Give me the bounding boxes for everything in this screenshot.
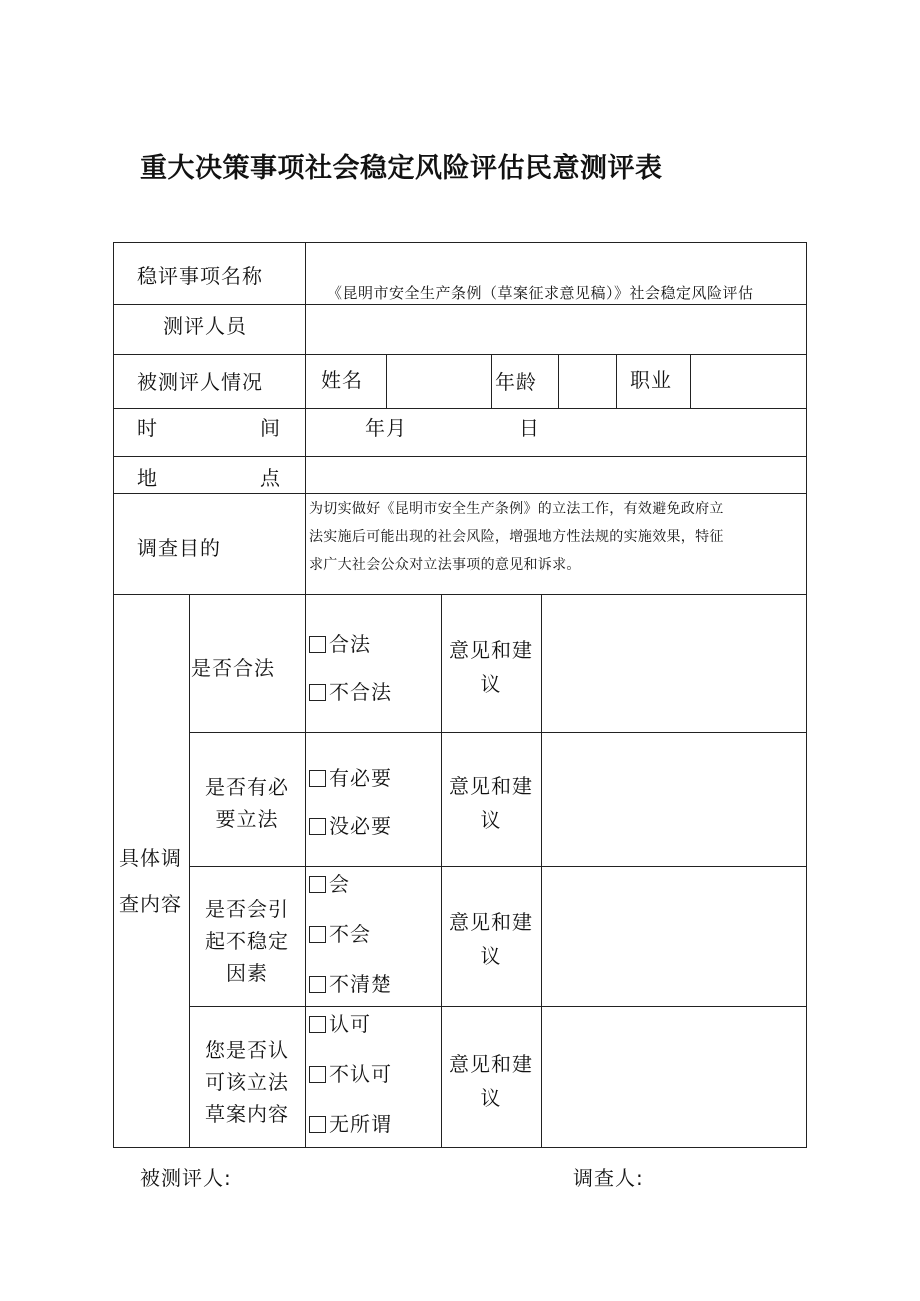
option-checkbox[interactable]: 无所谓 [309,1108,392,1137]
item-name-value: 《昆明市安全生产条例（草案征求意见稿）》社会稳定风险评估 [327,284,754,302]
rule [113,1147,807,1148]
purpose-text: 为切实做好《昆明市安全生产条例》的立法工作，有效避免政府立 [309,501,724,517]
rule [558,354,559,408]
rule [616,354,617,408]
opinion-label: 意见和建 [449,910,533,934]
question-label: 要立法 [215,807,279,831]
content-label: 查内容 [119,892,182,916]
opinion-label: 议 [480,1086,502,1110]
question-label: 是否有必 [205,775,289,799]
rule [541,594,542,1148]
investigator-signature-label: 调查人: [573,1166,644,1190]
opinion-label: 意见和建 [449,1052,533,1076]
option-checkbox[interactable]: 没必要 [309,810,392,839]
rule [305,242,306,594]
option-checkbox[interactable]: 不认可 [309,1058,392,1087]
rule [113,242,114,1148]
rule [113,242,807,243]
rule [189,866,807,867]
rule [113,594,807,595]
rule [113,408,807,409]
rule [113,493,807,494]
question-label: 是否会引 [205,897,289,921]
rule [806,242,807,1148]
opinion-label: 意见和建 [449,774,533,798]
respondent-label: 被测评人情况 [137,370,263,394]
question-label: 起不稳定 [205,929,289,953]
opinion-label: 议 [480,944,502,968]
age-label: 年龄 [495,370,537,394]
item-name-label: 稳评事项名称 [137,264,263,288]
job-label: 职业 [630,368,672,392]
place-label: 点 [260,466,281,490]
option-checkbox[interactable]: 不会 [309,918,371,947]
option-checkbox[interactable]: 认可 [309,1008,371,1037]
question-label: 因素 [226,961,268,985]
purpose-text: 求广大社会公众对立法事项的意见和诉求。 [309,557,581,573]
purpose-label: 调查目的 [137,536,221,560]
rule [113,354,807,355]
time-label: 间 [260,416,281,440]
rule [113,304,807,305]
rule [113,456,807,457]
rule [386,354,387,408]
date-year-month: 年月 [365,416,407,440]
content-label: 具体调 [119,846,182,870]
question-label: 可该立法 [205,1070,289,1094]
date-day: 日 [519,416,540,440]
opinion-label: 意见和建 [449,638,533,662]
survey-form [113,242,807,1148]
name-label: 姓名 [321,368,363,392]
option-checkbox[interactable]: 会 [309,868,350,897]
rule [491,354,492,408]
option-checkbox[interactable]: 合法 [309,628,371,657]
rule [690,354,691,408]
opinion-label: 议 [480,808,502,832]
place-label: 地 [137,466,158,490]
respondent-signature-label: 被测评人: [140,1166,232,1190]
page-title: 重大决策事项社会稳定风险评估民意测评表 [140,153,663,184]
rule [189,594,190,1148]
question-label: 您是否认 [205,1038,289,1062]
question-label: 草案内容 [205,1102,289,1126]
rule [305,594,306,1148]
option-checkbox[interactable]: 不合法 [309,676,392,705]
question-label: 是否合法 [191,656,275,680]
purpose-text: 法实施后可能出现的社会风险，增强地方性法规的实施效果，特征 [309,529,724,545]
rule [189,1006,807,1007]
opinion-label: 议 [480,672,502,696]
option-checkbox[interactable]: 有必要 [309,762,392,791]
option-checkbox[interactable]: 不清楚 [309,968,392,997]
rule [189,732,807,733]
time-label: 时 [137,416,158,440]
evaluator-label: 测评人员 [163,314,247,338]
